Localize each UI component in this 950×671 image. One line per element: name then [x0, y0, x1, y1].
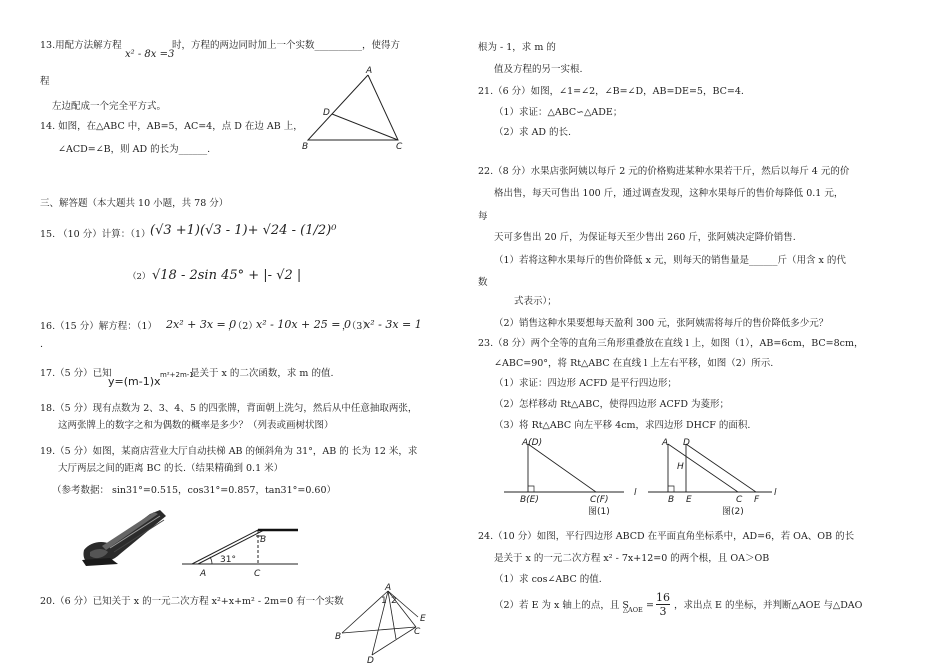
q13-text: 13.用配方法解方程 [40, 40, 122, 51]
label-C: C [254, 569, 261, 579]
q21-similar-triangles-figure [334, 583, 434, 668]
q19-escalator-diagram [180, 524, 300, 579]
q24-area-subscript: △AOE [623, 606, 643, 614]
section-3-heading: 三、解答题（本大题共 10 小题，共 78 分） [40, 198, 229, 209]
label-C: C [396, 142, 403, 152]
q16-mid2: ，（3） [342, 321, 372, 332]
q21-line1: 21.（6 分）如图，∠1=∠2，∠B=∠D，AB=DE=5，BC=4. [478, 86, 744, 97]
q22-line2: 格出售，每天可售出 100 斤，通过调查发现，这种水果每斤的售价每降低 0.1 元， [494, 188, 844, 199]
q17-exponent: m²+2m-1 [160, 371, 194, 379]
q23-line5: （3）将 Rt△ABC 向左平移 4cm，求四边形 DHCF 的面积. [494, 420, 751, 431]
label-1: 1 [381, 596, 387, 606]
q18-line2: 这两张牌上的数字之和为偶数的概率是多少？（列表或画树状图） [58, 420, 334, 431]
label-l: l [634, 488, 637, 498]
q24-line4-end: ，求出点 E 的坐标，并判断△AOE 与△DAO [674, 600, 863, 611]
q16-eq2: x² - 10x + 25 = 0 [256, 318, 351, 331]
q20-cont-line1: 根为 - 1，求 m 的 [478, 42, 556, 53]
q24-line3: （1）求 cos∠ABC 的值. [494, 574, 602, 585]
q17-prefix: 17.（5 分）已知 [40, 368, 112, 379]
q19-line1: 19.（5 分）如图，某商店营业大厅自动扶梯 AB 的倾斜角为 31°，AB 的 长为 12 米，求 [40, 446, 418, 457]
q15-line2-prefix: （2） [128, 272, 151, 282]
q15-expression-2: √18 - 2sin 45° + |- √2 | [152, 268, 302, 283]
label-D: D [323, 108, 330, 118]
label-B: B [302, 142, 309, 152]
label-A-D: A(D) [522, 438, 543, 448]
caption-figure-2: 图(2) [722, 507, 744, 517]
q16-eq1: 2x² + 3x = 0 [166, 318, 237, 331]
q23-figure-1 [500, 436, 650, 518]
q19-line2: 大厅两层之间的距离 BC 的长.（结果精确到 0.1 米） [58, 463, 284, 474]
label-H: H [677, 462, 684, 472]
label-A: A [366, 66, 373, 76]
q14-triangle-figure [300, 66, 410, 151]
label-A: A [662, 438, 669, 448]
q22-line4: 天可多售出 20 斤，为保证每天至少售出 260 斤，张阿姨决定降价销售. [494, 232, 796, 243]
q15-expression-1: (√3 +1)(√3 - 1)+ √24 - (1/2)⁰ [150, 223, 337, 238]
escalator-photo [80, 508, 180, 568]
q24-equals: = [646, 600, 654, 611]
q23-line4: （2）怎样移动 Rt△ABC，使得四边形 ACFD 为菱形； [494, 399, 730, 410]
label-E: E [686, 495, 692, 505]
label-A: A [385, 583, 392, 593]
q23-figure-2 [648, 436, 788, 518]
label-B: B [260, 535, 267, 545]
q18-line1: 18.（5 分）现有点数为 2、3、4、5 的四张牌，背面朝上洗匀，然后从中任意抽取两张， [40, 403, 418, 414]
q22-line3: 每 [478, 211, 488, 222]
q21-line3: （2）求 AD 的长. [494, 127, 572, 138]
q17-function: y=(m-1)x [108, 375, 161, 388]
q16-text: 16.（15 分）解方程：（1） [40, 321, 158, 332]
label-A: A [200, 569, 207, 579]
label-B-E: B(E) [520, 495, 539, 505]
fraction-denominator: 3 [656, 604, 670, 618]
q19-reference-data: （参考数据： sin31°=0.515，cos31°=0.857，tan31°=0.60） [52, 485, 337, 496]
q23-line1: 23.（8 分）两个全等的直角三角形重叠放在直线 l 上，如图（1），AB=6cm，BC=8cm， [478, 338, 864, 349]
label-D: D [367, 656, 374, 666]
q13-continuation: 时，方程的两边同时加上一个实数__________，使得方 [172, 40, 401, 51]
label-B: B [668, 495, 675, 505]
q16-mid1: ，（2） [228, 321, 258, 332]
label-2: 2 [391, 596, 397, 606]
q24-fraction [656, 591, 670, 618]
label-l: l [774, 488, 777, 498]
q13-equation: x² - 8x =3 [125, 49, 175, 60]
q13-continuation-2: 程 [40, 76, 50, 87]
q22-line5: （1）若将这种水果每斤的售价降低 x 元，则每天的销售量是______斤（用含 x 的代 [494, 255, 846, 266]
q13-line2: 左边配成一个完全平方式。 [52, 101, 167, 112]
q24-line4-start: （2）若 E 为 x 轴上的点，且 S [494, 600, 629, 611]
q21-line2: （1）求证：△ABC∽△ADE； [494, 107, 623, 118]
q24-line2: 是关于 x 的一元二次方程 x² - 7x+12=0 的两个根，且 OA＞OB [494, 553, 770, 564]
q14-line1: 14. 如图，在△ABC 中，AB=5，AC=4，点 D 在边 AB 上， [40, 121, 303, 132]
q23-line3: （1）求证：四边形 ACFD 是平行四边形； [494, 378, 677, 389]
label-C: C [736, 495, 743, 505]
q20-line1: 20.（6 分）已知关于 x 的一元二次方程 x²+x+m² - 2m=0 有一个实数 [40, 596, 344, 607]
caption-figure-1: 图(1) [588, 507, 610, 517]
q22-line7: 式表示）； [514, 296, 557, 307]
label-E: E [420, 614, 426, 624]
label-B: B [335, 632, 342, 642]
label-31-degrees: 31° [220, 555, 236, 565]
label-D: D [683, 438, 690, 448]
q22-line6: 数 [478, 277, 488, 288]
q14-line2: ∠ACD=∠B，则 AD 的长为______. [58, 144, 211, 155]
q24-line1: 24.（10 分）如图，平行四边形 ABCD 在平面直角坐标系中，AD=6，若 OA、OB 的长 [478, 531, 855, 542]
q17-suffix: 是关于 x 的二次函数，求 m 的值. [190, 368, 334, 379]
label-C-F: C(F) [590, 495, 609, 505]
q22-line1: 22.（8 分）水果店张阿姨以每斤 2 元的价格购进某种水果若干斤，然后以每斤 4 元的价 [478, 166, 850, 177]
q16-eq3: x² - 3x = 1 [364, 318, 422, 331]
label-C: C [414, 627, 421, 637]
q15-line1: 15. （10 分）计算：（1） [40, 229, 151, 240]
q16-dot: . [40, 339, 44, 350]
label-F: F [754, 495, 760, 505]
q23-line2: ∠ABC=90°，将 Rt△ABC 在直线 l 上左右平移，如图（2）所示. [494, 358, 774, 369]
q22-line8: （2）销售这种水果要想每天盈利 300 元，张阿姨需将每斤的售价降低多少元？ [494, 318, 829, 329]
fraction-numerator: 16 [656, 591, 670, 604]
q20-cont-line2: 值及方程的另一实根. [494, 64, 583, 75]
